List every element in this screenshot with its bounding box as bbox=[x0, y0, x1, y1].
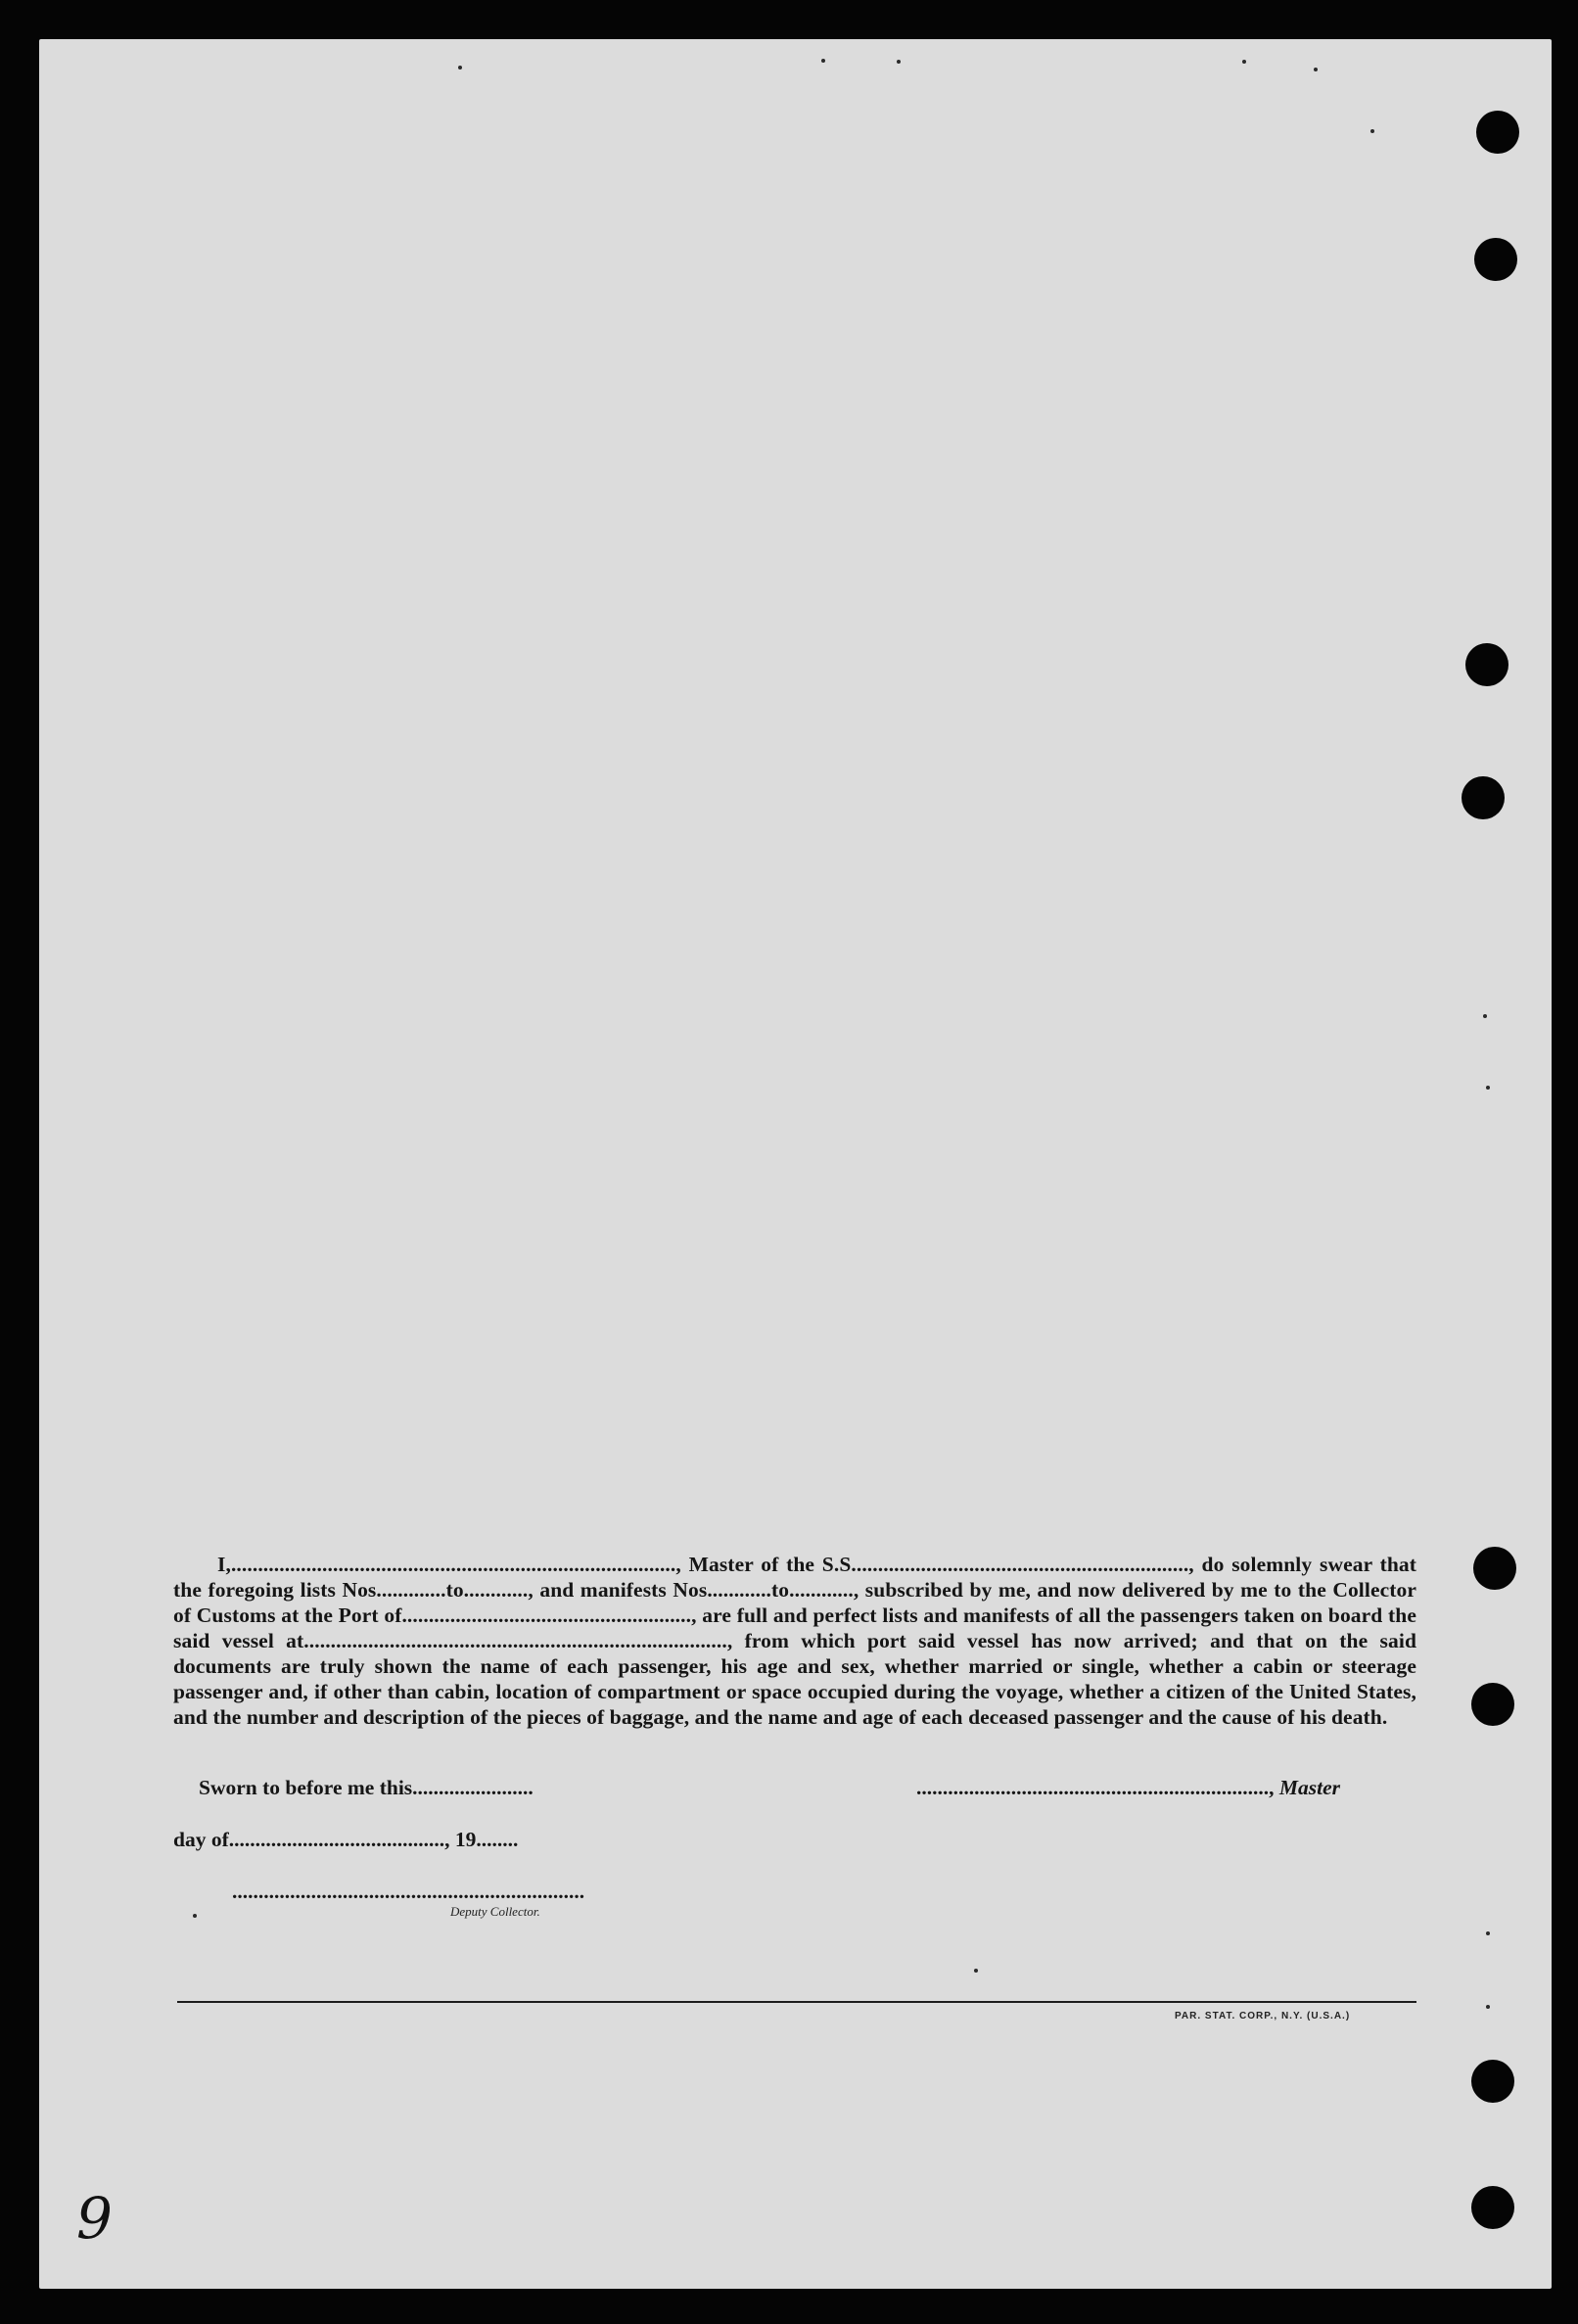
punch-hole bbox=[1471, 1683, 1514, 1726]
master-label: Master bbox=[1278, 1776, 1340, 1799]
master-signature-line bbox=[916, 1776, 1340, 1800]
punch-hole bbox=[1474, 238, 1517, 281]
speck bbox=[1483, 1014, 1487, 1018]
manifest-back-page bbox=[39, 39, 1552, 2289]
oath-text: I,..................................................................................., Master of the S.S..............................................................., do solemnly swear that the foregoing lists Nos.............to............, and manifests Nos............to............, subscribed by me, and now delivered by me to the Collector of Customs at the Port of......................................................, are full and perfect lists and manifests of all the passengers taken on board the said vessel at..............................................................................., from which port said vessel has now arrived; and that on the said documents are truly shown the name of each passenger, his age and sex, whether married or single, whether a cabin or steerage passenger and, if other than cabin, location of compartment or space occupied during the voyage, whether a citizen of the United States, and the number and description of the pieces of baggage, and the name and age of each deceased passenger and the cause of his death. bbox=[173, 1553, 1416, 1729]
punch-hole bbox=[1473, 1547, 1516, 1590]
punch-hole bbox=[1462, 776, 1505, 819]
oath-paragraph bbox=[173, 1552, 1416, 1730]
speck bbox=[1486, 1086, 1490, 1090]
handwritten-page-number: 9 bbox=[76, 2185, 113, 2252]
speck bbox=[1314, 68, 1318, 71]
day-of-line: day of........................................., 19........ bbox=[173, 1828, 519, 1851]
punch-hole bbox=[1471, 2186, 1514, 2229]
speck bbox=[193, 1914, 197, 1918]
speck bbox=[1486, 2005, 1490, 2009]
punch-hole bbox=[1471, 2060, 1514, 2103]
speck bbox=[1242, 60, 1246, 64]
sworn-line: Sworn to before me this....................... bbox=[199, 1776, 534, 1799]
speck bbox=[974, 1969, 978, 1973]
speck bbox=[1370, 129, 1374, 133]
speck bbox=[1486, 1931, 1490, 1935]
deputy-collector-label: Deputy Collector. bbox=[450, 1904, 540, 1919]
collector-signature-line: ................................................................... bbox=[232, 1880, 585, 1903]
printer-imprint: PAR. STAT. CORP., N.Y. (U.S.A.) bbox=[1175, 2011, 1351, 2022]
master-signature-dots: ..................................................................., bbox=[916, 1776, 1275, 1799]
bottom-rule bbox=[177, 2001, 1416, 2003]
punch-hole bbox=[1476, 111, 1519, 154]
speck bbox=[897, 60, 901, 64]
speck bbox=[821, 59, 825, 63]
speck bbox=[458, 66, 462, 70]
punch-hole bbox=[1465, 643, 1508, 686]
